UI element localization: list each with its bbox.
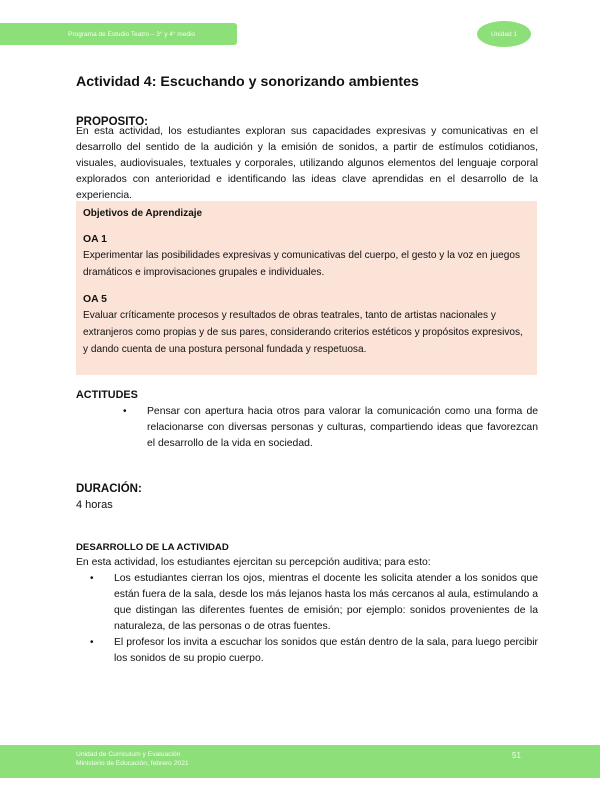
desarrollo-item-text: Los estudiantes cierran los ojos, mientras el docente les solicita atender a los sonidos que están fuera de la sala, desde los más lejanos hasta los más cercanos al aula, estimulando a que distingan las diferentes fuentes de emisión; por ejemplo: sonidos provenientes de la naturaleza, de las personas o de otras fuentes. <box>114 573 538 632</box>
desarrollo-list <box>90 571 538 667</box>
bullet-icon: • <box>123 406 127 417</box>
footer-bar <box>0 745 600 778</box>
oa-code: OA 1 <box>83 234 107 245</box>
desarrollo-intro: En esta actividad, los estudiantes ejercitan su percepción auditiva; para esto: <box>76 557 431 568</box>
bullet-icon: • <box>90 573 94 584</box>
duracion-value: 4 horas <box>76 499 113 511</box>
desarrollo-item-text: El profesor los invita a escuchar los sonidos que están dentro de la sala, para luego percibir los sonidos de su propio cuerpo. <box>114 637 538 664</box>
duracion-heading: DURACIÓN: <box>76 483 142 495</box>
proposito-heading: PROPOSITO: <box>76 116 148 128</box>
bullet-icon: • <box>90 637 94 648</box>
list-item <box>90 571 538 635</box>
unit-label: Unidad 1 <box>490 30 518 38</box>
program-label: Programa de Estudio Teatro – 3° y 4° medio <box>68 30 195 38</box>
activity-title: Actividad 4: Escuchando y sonorizando ambientes <box>76 74 419 90</box>
list-item <box>123 404 538 452</box>
oa-code: OA 5 <box>83 294 107 305</box>
actitudes-list <box>123 404 538 452</box>
actitudes-heading: ACTITUDES <box>76 389 138 401</box>
footer-line-2: Ministerio de Educación, febrero 2021 <box>76 760 189 767</box>
objetivos-label: Objetivos de Aprendizaje <box>83 208 203 219</box>
objetivos-box <box>76 201 537 375</box>
page-number: 51 <box>512 751 521 760</box>
proposito-text: En esta actividad, los estudiantes exploran sus capacidades expresivas y comunicativas en el desarrollo del sentido de la audición y la emisión de sonidos, a partir de estímulos cotidianos, visuales, audiovisuales, textuales y corporales, utilizando algunos elementos del lenguaje corporal explorados con anterioridad e identificando las ideas clave aprendidas en el desarrollo de la experiencia. <box>76 126 538 201</box>
actitud-text: Pensar con apertura hacia otros para valorar la comunicación como una forma de relacionarse con diversas personas y culturas, compartiendo ideas que favorezcan el desarrollo de la vida en sociedad. <box>147 406 538 449</box>
footer-credits <box>76 750 189 768</box>
footer-line-1: Unidad de Curriculum y Evaluación <box>76 751 181 758</box>
unit-badge <box>477 21 531 47</box>
oa-text: Evaluar críticamente procesos y resultados de obras teatrales, tanto de artistas nacionales y extranjeros como propias y de sus pares, considerando criterios estéticos y propósitos expresivos, y dando cuenta de una postura personal fundada y respetuosa. <box>83 310 523 355</box>
desarrollo-heading: DESARROLLO DE LA ACTIVIDAD <box>76 542 229 553</box>
oa-text: Experimentar las posibilidades expresivas y comunicativas del cuerpo, el gesto y la voz en juegos dramáticos e improvisaciones grupales e individuales. <box>83 250 521 278</box>
header-program-bar <box>0 23 237 45</box>
list-item <box>90 635 538 667</box>
